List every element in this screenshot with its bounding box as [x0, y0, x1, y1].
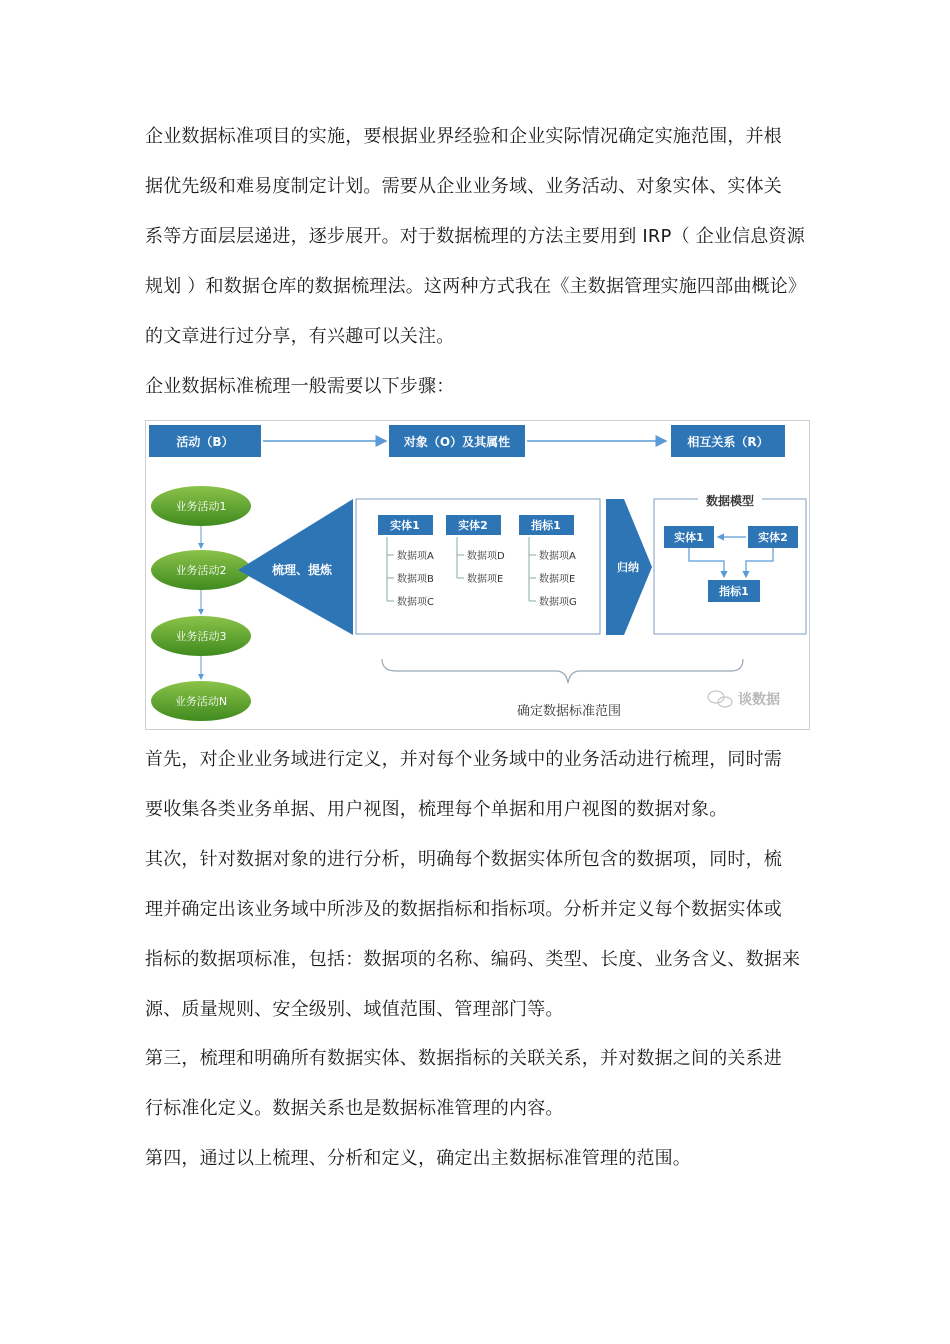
- model-indicator-label: 指标1: [719, 585, 749, 598]
- text-line: 的文章进行过分享，有兴趣可以关注。: [145, 326, 455, 347]
- text-line: 第三，梳理和明确所有数据实体、数据指标的关联关系，并对数据之间的关系进: [145, 1048, 782, 1069]
- activity-label: 业务活动2: [175, 564, 227, 577]
- text-line: 行标准化定义。数据关系也是数据标准管理的内容。: [145, 1098, 564, 1119]
- entity-title: 实体1: [390, 519, 420, 532]
- funnel-label: 梳理、提炼: [271, 563, 333, 577]
- data-item: 数据项D: [467, 551, 505, 562]
- entity-title: 指标1: [531, 519, 561, 532]
- scope-label: 确定数据标准范围: [516, 704, 622, 719]
- data-item: 数据项G: [539, 597, 577, 608]
- header-activity-label: 活动（B）: [176, 435, 234, 449]
- data-item: 数据项A: [397, 551, 434, 562]
- model-entity-label: 实体1: [674, 531, 704, 544]
- model-entity-label: 实体2: [758, 531, 788, 544]
- watermark: [708, 691, 780, 708]
- data-standard-diagram: [145, 420, 810, 730]
- text-line: 系等方面层层递进，逐步展开。对于数据梳理的方法主要用到 IRP（ 企业信息资源: [145, 226, 805, 247]
- activity-label: 业务活动N: [174, 695, 228, 708]
- model-arrow: [689, 548, 724, 577]
- header-relation-label: 相互关系（R）: [687, 435, 769, 449]
- text-line: 其次，针对数据对象的进行分析，明确每个数据实体所包含的数据项，同时，梳: [145, 849, 782, 870]
- data-item: 数据项E: [467, 574, 504, 585]
- data-item: 数据项B: [397, 574, 434, 585]
- text-line: 据优先级和难易度制定计划。需要从企业业务域、业务活动、对象实体、实体关: [145, 176, 782, 197]
- text-line: 企业数据标准梳理一般需要以下步骤：: [145, 376, 455, 397]
- induce-label: 归纳: [617, 561, 639, 574]
- text-line: 企业数据标准项目的实施，要根据业界经验和企业实际情况确定实施范围，并根: [145, 126, 782, 147]
- activity-label: 业务活动1: [175, 500, 227, 513]
- text-line: 第四，通过以上梳理、分析和定义，确定出主数据标准管理的范围。: [145, 1148, 691, 1169]
- data-item: 数据项E: [539, 574, 576, 585]
- text-line: 指标的数据项标准，包括：数据项的名称、编码、类型、长度、业务含义、数据来: [145, 949, 801, 970]
- text-line: 理并确定出该业务域中所涉及的数据指标和指标项。分析并定义每个数据实体或: [145, 899, 782, 920]
- model-title: 数据模型: [705, 494, 755, 508]
- wechat-icon: [708, 691, 732, 707]
- model-arrow: [746, 548, 773, 577]
- model-panel: [654, 499, 806, 634]
- text-line: 规划 ）和数据仓库的数据梳理法。这两种方式我在《主数据管理实施四部曲概论》: [145, 276, 807, 297]
- text-line: 源、质量规则、安全级别、域值范围、管理部门等。: [145, 999, 564, 1020]
- activity-label: 业务活动3: [175, 630, 227, 643]
- entity-title: 实体2: [458, 519, 488, 532]
- header-object-label: 对象（O）及其属性: [403, 435, 511, 449]
- data-item: 数据项A: [539, 551, 576, 562]
- text-line: 要收集各类业务单据、用户视图，梳理每个单据和用户视图的数据对象。: [145, 799, 728, 820]
- watermark-text: 谈数据: [738, 692, 780, 708]
- scope-brace: [382, 659, 743, 683]
- data-item: 数据项C: [397, 597, 434, 608]
- text-line: 首先，对企业业务域进行定义，并对每个业务域中的业务活动进行梳理，同时需: [145, 749, 782, 770]
